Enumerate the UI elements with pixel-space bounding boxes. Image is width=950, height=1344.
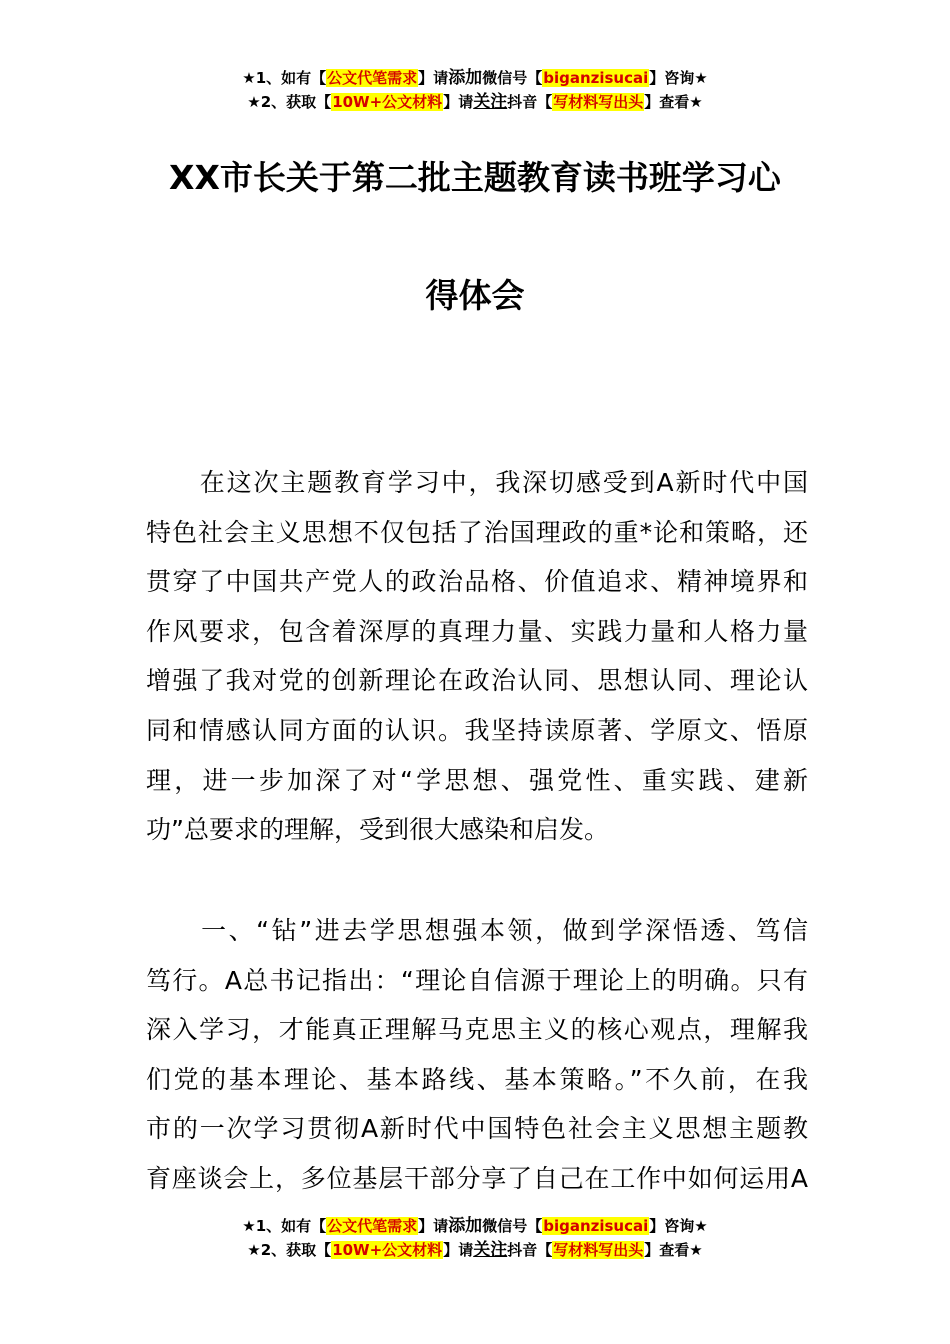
text-line: 同和情感认同方面的认识。我坚持读原著、学原文、悟原 bbox=[146, 715, 808, 745]
banner-text: 】咨询★ bbox=[649, 69, 708, 87]
text-line: 深入学习，才能真正理解马克思主义的核心观点，理解我 bbox=[146, 1015, 808, 1045]
text-line: 增强了我对党的创新理论在政治认同、思想认同、理论认 bbox=[146, 666, 808, 696]
banner-text: ★2、获取【 bbox=[247, 93, 332, 111]
banner-emphasis: 添加 bbox=[448, 68, 483, 88]
banner-text: 】请 bbox=[443, 1241, 474, 1259]
banner-text: 】请 bbox=[418, 69, 449, 87]
banner-text: 微信号【 bbox=[482, 1217, 543, 1235]
banner-text: ★1、如有【 bbox=[242, 1217, 327, 1235]
paragraph-2 bbox=[146, 906, 808, 1204]
text-line: 特色社会主义思想不仅包括了治国理政的重*论和策略，还 bbox=[146, 517, 808, 547]
text-line: 贯穿了中国共产党人的政治品格、价值追求、精神境界和 bbox=[146, 567, 808, 597]
highlight-service: 公文代笔需求 bbox=[327, 1217, 418, 1235]
text-line: 们党的基本理论、基本路线、基本策略。”不久前，在我 bbox=[146, 1064, 808, 1094]
highlight-service: 公文代笔需求 bbox=[327, 69, 418, 87]
highlight-douyin: 写材料写出头 bbox=[553, 93, 644, 111]
banner-text: 抖音【 bbox=[507, 1241, 553, 1259]
text-line: 笃行。A总书记指出：“理论自信源于理论上的明确。只有 bbox=[146, 965, 808, 995]
banner-emphasis: 关注 bbox=[473, 92, 508, 112]
banner-line-2 bbox=[0, 1238, 950, 1262]
banner-text: 】咨询★ bbox=[649, 1217, 708, 1235]
text-line: 育座谈会上，多位基层干部分享了自己在工作中如何运用A bbox=[146, 1163, 808, 1193]
footer-banner bbox=[0, 1214, 950, 1262]
highlight-wechat-id: biganzisucai bbox=[543, 1217, 649, 1235]
banner-text: ★1、如有【 bbox=[242, 69, 327, 87]
banner-line-1 bbox=[0, 66, 950, 90]
banner-text: 抖音【 bbox=[507, 93, 553, 111]
banner-text: 】查看★ bbox=[644, 93, 703, 111]
document-title-line-1: XX市长关于第二批主题教育读书班学习心 bbox=[169, 158, 781, 197]
text-line: 在这次主题教育学习中，我深切感受到A新时代中国 bbox=[146, 468, 808, 497]
banner-text: 】请 bbox=[418, 1217, 449, 1235]
text-line: 作风要求，包含着深厚的真理力量、实践力量和人格力量 bbox=[146, 616, 808, 646]
banner-text: 微信号【 bbox=[482, 69, 543, 87]
highlight-materials: 10W+公文材料 bbox=[332, 1241, 443, 1259]
highlight-wechat-id: biganzisucai bbox=[543, 69, 649, 87]
banner-text: 】请 bbox=[443, 93, 474, 111]
text-line: 一、“钻”进去学思想强本领，做到学深悟透、笃信 bbox=[146, 916, 808, 945]
banner-line-1 bbox=[0, 1214, 950, 1238]
highlight-douyin: 写材料写出头 bbox=[553, 1241, 644, 1259]
banner-text: ★2、获取【 bbox=[247, 1241, 332, 1259]
text-line: 理，进一步加深了对“学思想、强党性、重实践、建新 bbox=[146, 765, 808, 795]
banner-line-2 bbox=[0, 90, 950, 114]
text-line: 市的一次学习贯彻A新时代中国特色社会主义思想主题教 bbox=[146, 1114, 808, 1144]
highlight-materials: 10W+公文材料 bbox=[332, 93, 443, 111]
banner-emphasis: 关注 bbox=[473, 1240, 508, 1260]
banner-text: 】查看★ bbox=[644, 1241, 703, 1259]
paragraph-1 bbox=[146, 458, 808, 855]
header-banner bbox=[0, 66, 950, 114]
text-line: 功”总要求的理解，受到很大感染和启发。 bbox=[146, 815, 609, 845]
banner-emphasis: 添加 bbox=[448, 1216, 483, 1236]
document-title-line-2: 得体会 bbox=[425, 276, 525, 315]
